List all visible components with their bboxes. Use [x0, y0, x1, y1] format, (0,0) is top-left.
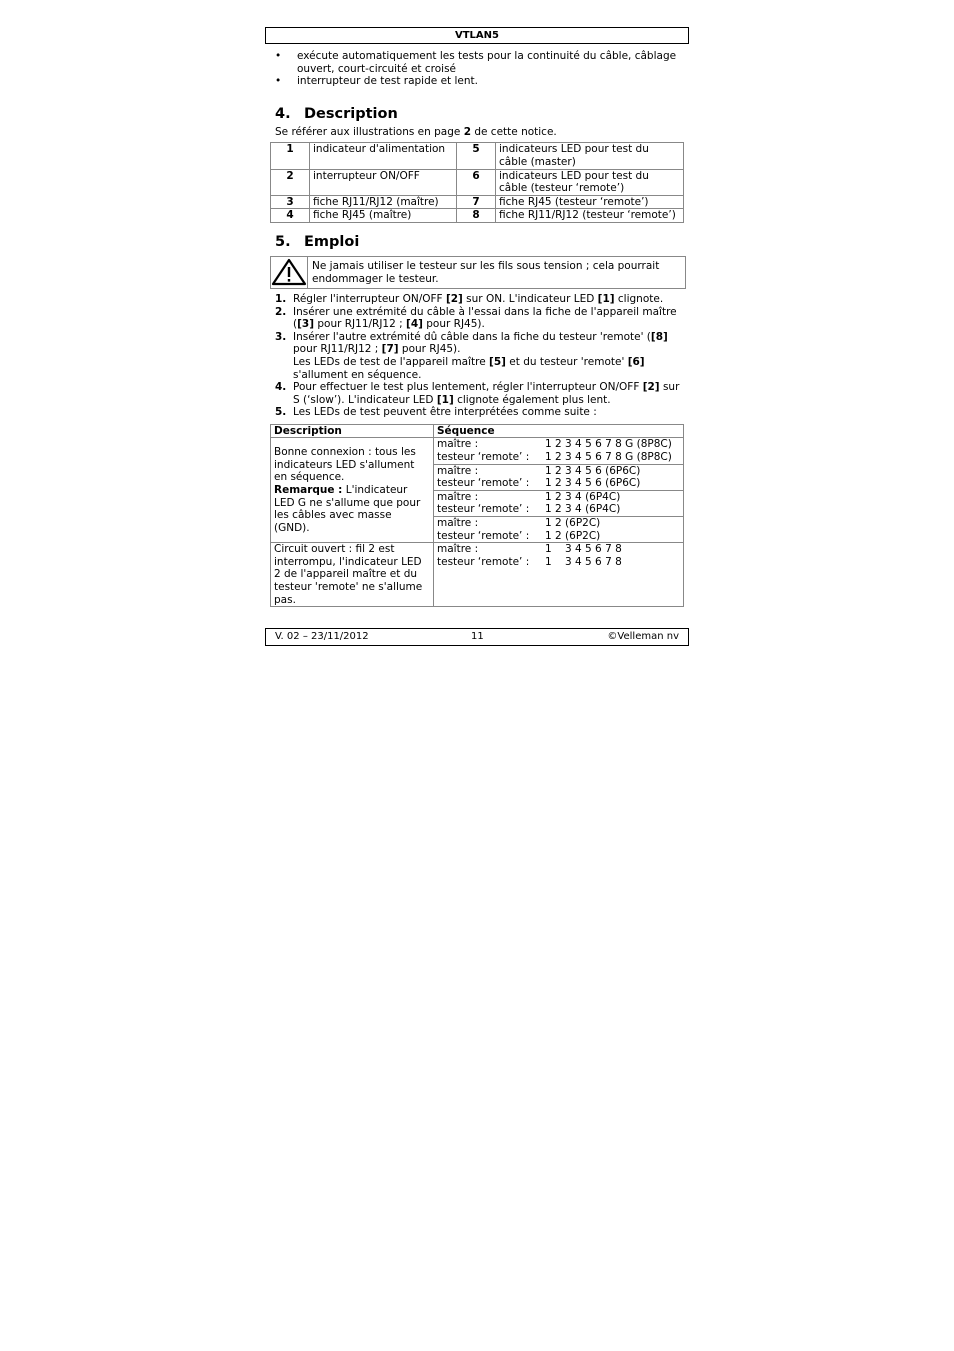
sequence-cell: maître : 1 2 3 4 5 6 7 8 G (8P8C) testeur ‘remote’ : 1 2 3 4 5 6 7 8 G (8P8C): [434, 438, 684, 464]
column-header-description: Description: [271, 424, 434, 438]
table-row: [271, 543, 684, 607]
warning-box: [270, 256, 686, 289]
footer-copyright: ©Velleman nv: [607, 631, 679, 642]
list-item: 1. Régler l'interrupteur ON/OFF [2] sur ON. L'indicateur LED [1] clignote.: [275, 292, 664, 305]
manual-page: [265, 27, 689, 607]
section-5-heading: 5. Emploi: [275, 233, 360, 250]
table-row: 3 fiche RJ11/RJ12 (maître) 7 fiche RJ45 (testeur ‘remote’): [271, 195, 684, 209]
list-item: 2. Insérer une extrémité du câble à l'essai dans la fiche de l'appareil maître ([3] pour RJ11/RJ12 ; [4] pour RJ45).: [275, 305, 677, 331]
table-row: 2 interrupteur ON/OFF 6 indicateurs LED pour test du câble (testeur ‘remote’): [271, 169, 684, 195]
header-title: VTLAN5: [455, 30, 499, 41]
good-connection-description: Bonne connexion : tous les indicateurs LED s'allument en séquence. Remarque : L'indicateur LED G ne s'allume que pour les câbles avec masse (GND).: [271, 438, 434, 543]
open-circuit-description: Circuit ouvert : fil 2 est interrompu, l'indicateur LED 2 de l'appareil maître et du testeur 'remote' ne s'allume pas.: [271, 543, 434, 607]
bullet-icon: •: [275, 75, 282, 88]
instruction-steps: [265, 293, 689, 419]
footer-page-number: 11: [471, 631, 484, 642]
table-row: [271, 438, 684, 464]
table-header-row: [271, 424, 684, 438]
feature-list: [265, 50, 689, 88]
page-footer: [265, 628, 689, 646]
bullet-icon: •: [275, 50, 282, 62]
section-4-heading: 4. Description: [275, 105, 398, 122]
list-item: 4. Pour effectuer le test plus lentement, régler l'interrupteur ON/OFF [2] sur S (‘slow’). L'indicateur LED [1] clignote également plus lent.: [275, 381, 680, 406]
sequence-cell: maître : 1 3 4 5 6 7 8 testeur ‘remote’ : 1 3 4 5 6 7 8: [434, 543, 684, 607]
column-header-sequence: Séquence: [434, 424, 684, 438]
table-row: 1 indicateur d'alimentation 5 indicateurs LED pour test du câble (master): [271, 143, 684, 169]
sequence-cell: maître : 1 2 3 4 5 6 (6P6C) testeur ‘remote’ : 1 2 3 4 5 6 (6P6C): [434, 464, 684, 490]
sequence-table: [270, 424, 684, 607]
list-item: 3. Insérer l'autre extrémité dû câble dans la fiche du testeur 'remote' ([8] pour RJ11/RJ12 ; [7] pour RJ45). Les LEDs de test de l'appareil maître [5] et du testeur 'remote' [6] s'allument en séquence.: [275, 330, 668, 381]
parts-table: [270, 142, 684, 223]
footer-version: V. 02 – 23/11/2012: [275, 631, 369, 642]
list-item: • exécute automatiquement les tests pour la continuité du câble, câblage ouvert, court-circuité et croisé: [275, 50, 677, 75]
warning-text: Ne jamais utiliser le testeur sur les fils sous tension ; cela pourrait endommager le testeur.: [312, 259, 660, 285]
sequence-cell: maître : 1 2 (6P2C) testeur ‘remote’ : 1 2 (6P2C): [434, 517, 684, 543]
page-header: [265, 27, 689, 44]
list-item: • interrupteur de test rapide et lent.: [275, 75, 478, 88]
section-4-intro: Se référer aux illustrations en page 2 de cette notice.: [275, 125, 557, 138]
table-row: 4 fiche RJ45 (maître) 8 fiche RJ11/RJ12 (testeur ‘remote’): [271, 209, 684, 223]
sequence-cell: maître : 1 2 3 4 (6P4C) testeur ‘remote’ : 1 2 3 4 (6P4C): [434, 490, 684, 516]
list-item: 5. Les LEDs de test peuvent être interprétées comme suite :: [275, 406, 597, 419]
warning-triangle-icon: [271, 257, 308, 288]
